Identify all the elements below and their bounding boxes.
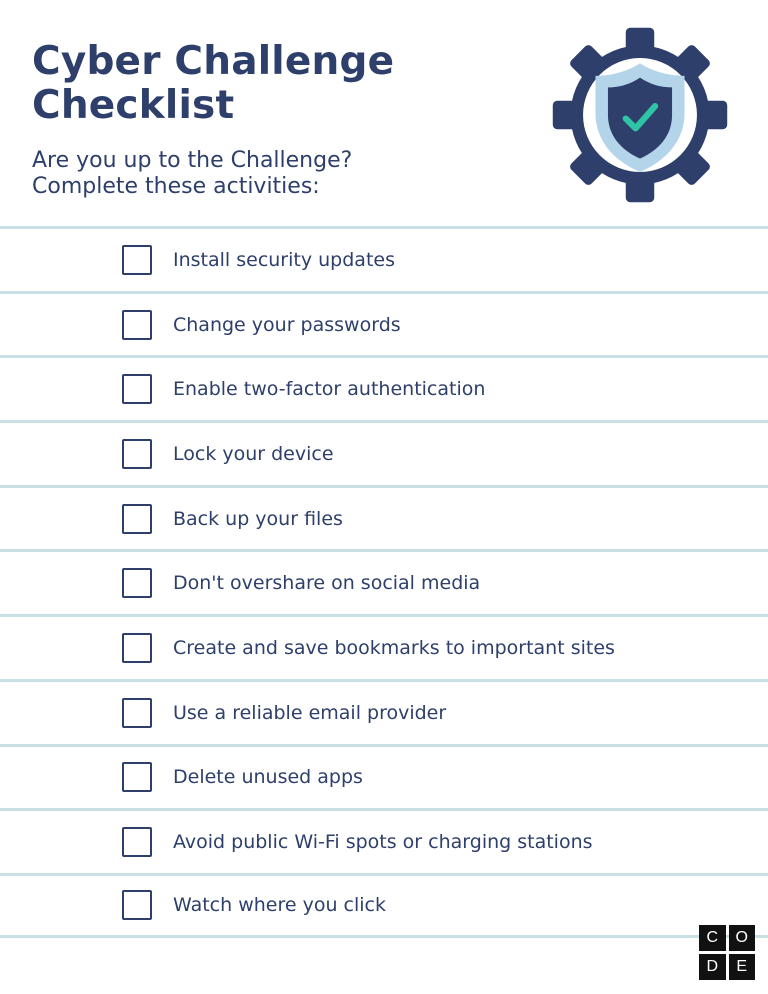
- checklist-item: [0, 614, 768, 679]
- checklist-item-label: Delete unused apps: [173, 766, 363, 789]
- logo-letter: E: [729, 954, 756, 980]
- subtitle-line-2: Complete these activities:: [32, 174, 320, 199]
- checklist-item: [0, 485, 768, 550]
- checkbox[interactable]: [122, 245, 152, 275]
- checkbox[interactable]: [122, 504, 152, 534]
- activity-checklist: [0, 226, 768, 938]
- checklist-item-label: Install security updates: [173, 248, 395, 271]
- checklist-item: [0, 808, 768, 873]
- code-logo: [699, 925, 755, 980]
- checklist-item: [0, 744, 768, 809]
- checklist-item-label: Don't overshare on social media: [173, 572, 481, 595]
- checklist-item: [0, 291, 768, 356]
- checklist-item-label: Use a reliable email provider: [173, 701, 447, 724]
- checkbox[interactable]: [122, 310, 152, 340]
- subtitle-line-1: Are you up to the Challenge?: [32, 148, 353, 173]
- checklist-item-label: Create and save bookmarks to important sites: [173, 636, 615, 659]
- logo-letter: O: [729, 925, 756, 951]
- checkbox[interactable]: [122, 827, 152, 857]
- logo-letter: C: [699, 925, 726, 951]
- checklist-item: [0, 873, 768, 938]
- checklist-item-label: Avoid public Wi-Fi spots or charging stations: [173, 831, 593, 854]
- title-line-1: Cyber Challenge: [32, 39, 395, 84]
- checklist-item: [0, 549, 768, 614]
- checklist-item-label: Enable two-factor authentication: [173, 378, 486, 401]
- checkbox[interactable]: [122, 374, 152, 404]
- page-subtitle: [32, 148, 352, 200]
- shield-gear-check-icon: [551, 26, 729, 204]
- checklist-item-label: Watch where you click: [173, 894, 386, 917]
- checklist-item: [0, 226, 768, 291]
- checkbox[interactable]: [122, 762, 152, 792]
- checkbox[interactable]: [122, 439, 152, 469]
- logo-letter: D: [699, 954, 726, 980]
- page-title: [32, 40, 394, 128]
- checkbox[interactable]: [122, 568, 152, 598]
- checklist-item: [0, 679, 768, 744]
- checklist-item-label: Change your passwords: [173, 313, 401, 336]
- checkbox[interactable]: [122, 698, 152, 728]
- checklist-item: [0, 355, 768, 420]
- checklist-item-label: Back up your files: [173, 507, 343, 530]
- title-line-2: Checklist: [32, 83, 235, 128]
- checklist-item: [0, 420, 768, 485]
- checklist-item-label: Lock your device: [173, 442, 334, 465]
- checkbox[interactable]: [122, 890, 152, 920]
- checkbox[interactable]: [122, 633, 152, 663]
